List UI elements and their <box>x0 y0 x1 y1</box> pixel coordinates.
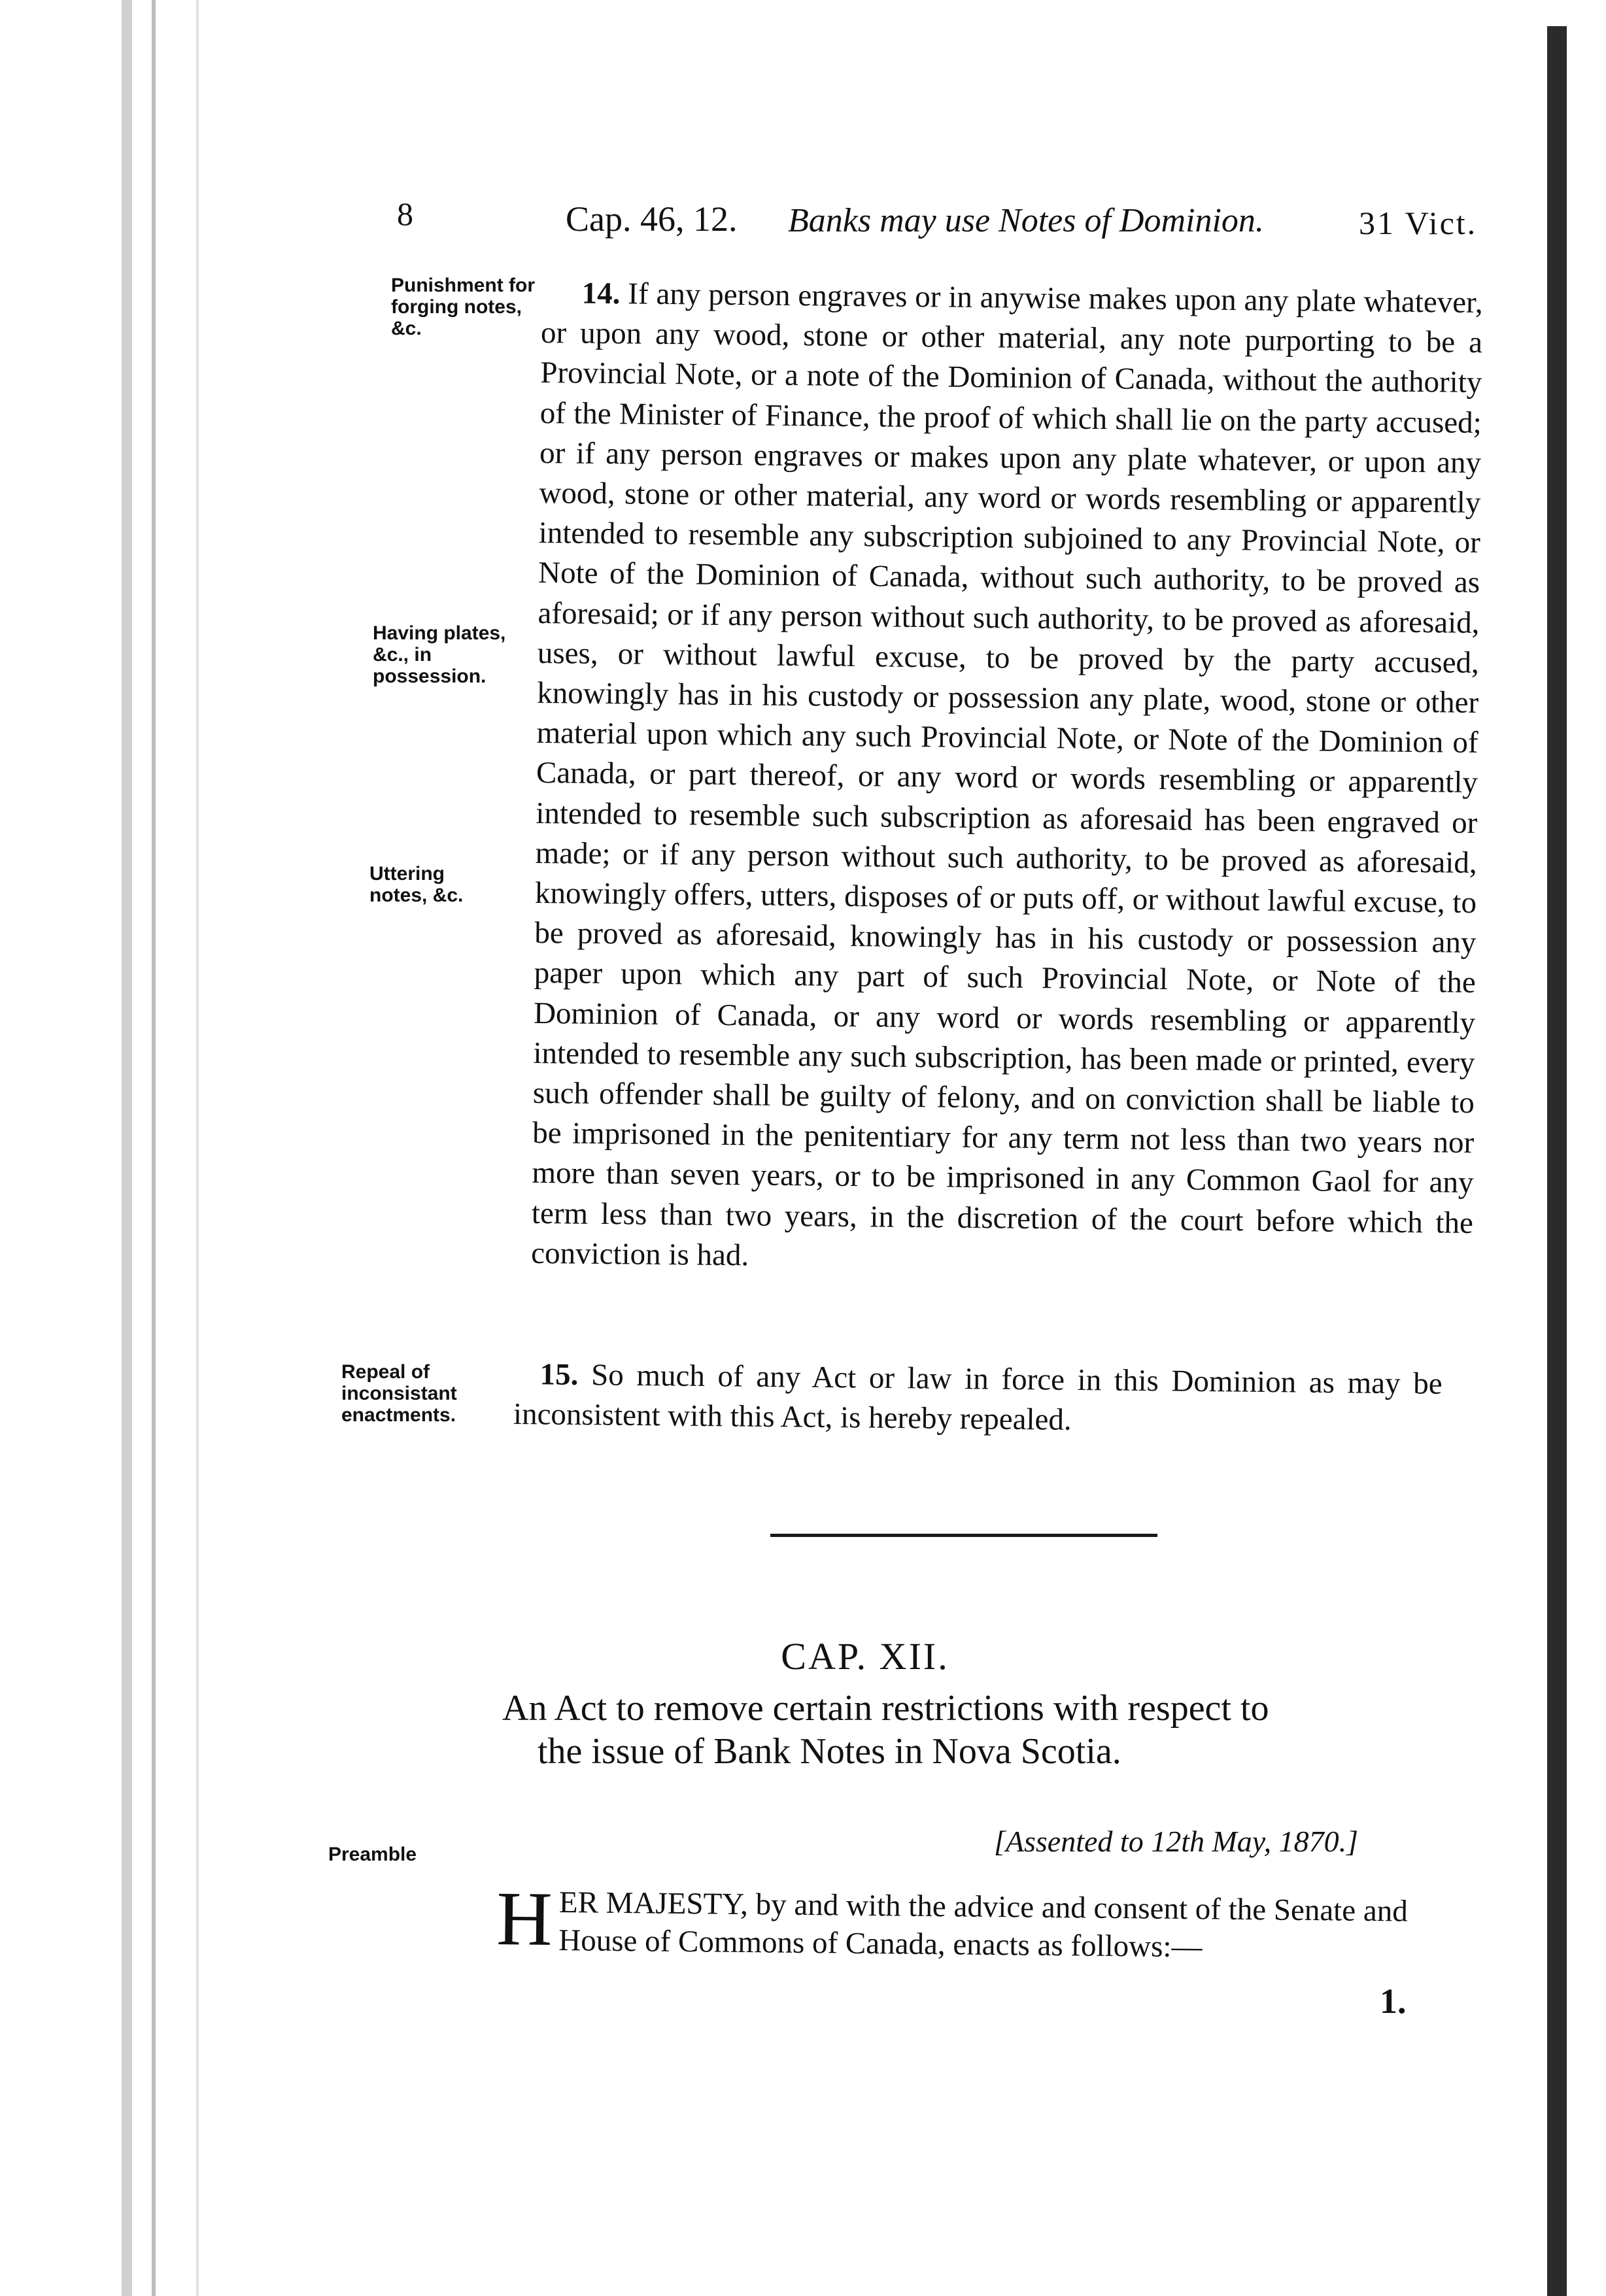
running-title: Banks may use Notes of Dominion. <box>788 202 1264 239</box>
section-number: 15. <box>539 1357 579 1393</box>
act-title <box>502 1687 1431 1773</box>
section-text: So much of any Act or law in force in this Dominion as may be inconsistent with this Act, is hereby repealed. <box>513 1358 1443 1438</box>
marginal-note-preamble: Preamble <box>328 1844 417 1865</box>
preamble <box>496 1876 1426 1968</box>
marginal-note-punishment: Punishment for forging notes, &c. <box>391 275 536 339</box>
section-divider <box>770 1534 1157 1537</box>
marginal-note-repeal: Repeal of inconsistant enactments. <box>341 1361 457 1426</box>
drop-cap: H <box>496 1876 553 1962</box>
section-text: If any person engraves or in anywise makes upon any plate whatever, or upon any wood, stone or other material, any note purporting to be a Provincial Note, or a note of the Dominion of Canada, without the authority of the Minister of Finance, the proof of which shall lie on the party accused; or if any person engraves or makes upon any plate whatever, or upon any wood, stone or other material, any word or words resembling or apparently intended to resemble any subscription subjoined to any Provincial Note, or Note of the Dominion of Canada, without such authority, to be proved as aforesaid; or if any person without such authority, to be proved as aforesaid, uses, or without lawful excuse, to be proved by the party accused, knowingly has in his custody or possession any plate, wood, stone or other material upon which any such Provincial Note, or Note of the Dominion of Canada, or part thereof, or any word or words resembling or apparently intended to resemble such subscription as aforesaid has been engraved or made; or if any person without such authority, to be proved as aforesaid, knowingly offers, utters, disposes of or puts off, or without lawful excuse, to be proved as aforesaid, knowingly has in his custody or possession any paper upon which any part of such Provincial Note, or Note of the Dominion of Canada, or any word or words resembling or apparently intended to resemble any such subscription, has been made or printed, every such offender shall be guilty of felony, and on conviction shall be liable to be imprisoned in the penitentiary for any term not less than two years nor more than seven years, or to be imprisoned in any Common Gaol for any term less than two years, in the discretion of the court before which the conviction is had. <box>531 277 1483 1273</box>
section-14 <box>531 273 1483 1283</box>
marginal-note-uttering: Uttering notes, &c. <box>369 863 464 906</box>
section-15 <box>513 1355 1443 1444</box>
page-number: 8 <box>397 195 413 232</box>
marginal-note-having-plates: Having plates, &c., in possession. <box>373 622 506 687</box>
chapter-number: CAP. XII. <box>781 1635 949 1678</box>
catchword: 1. <box>1380 1982 1407 2021</box>
chapter-reference: Cap. 46, 12. <box>566 199 738 239</box>
preamble-text: ER MAJESTY, by and with the advice and consent of the Senate and House of Commons of Canada, enacts as follows:— <box>558 1885 1409 1965</box>
running-header <box>0 195 1606 260</box>
assent-date: [Assented to 12th May, 1870.] <box>994 1825 1359 1858</box>
act-title-line: An Act to remove certain restrictions with respect to <box>502 1688 1269 1729</box>
regnal-year: 31 Vict. <box>1359 205 1478 241</box>
act-title-line: the issue of Bank Notes in Nova Scotia. <box>538 1731 1121 1772</box>
section-number: 14. <box>581 276 621 311</box>
chapter-heading <box>0 1634 1606 1678</box>
